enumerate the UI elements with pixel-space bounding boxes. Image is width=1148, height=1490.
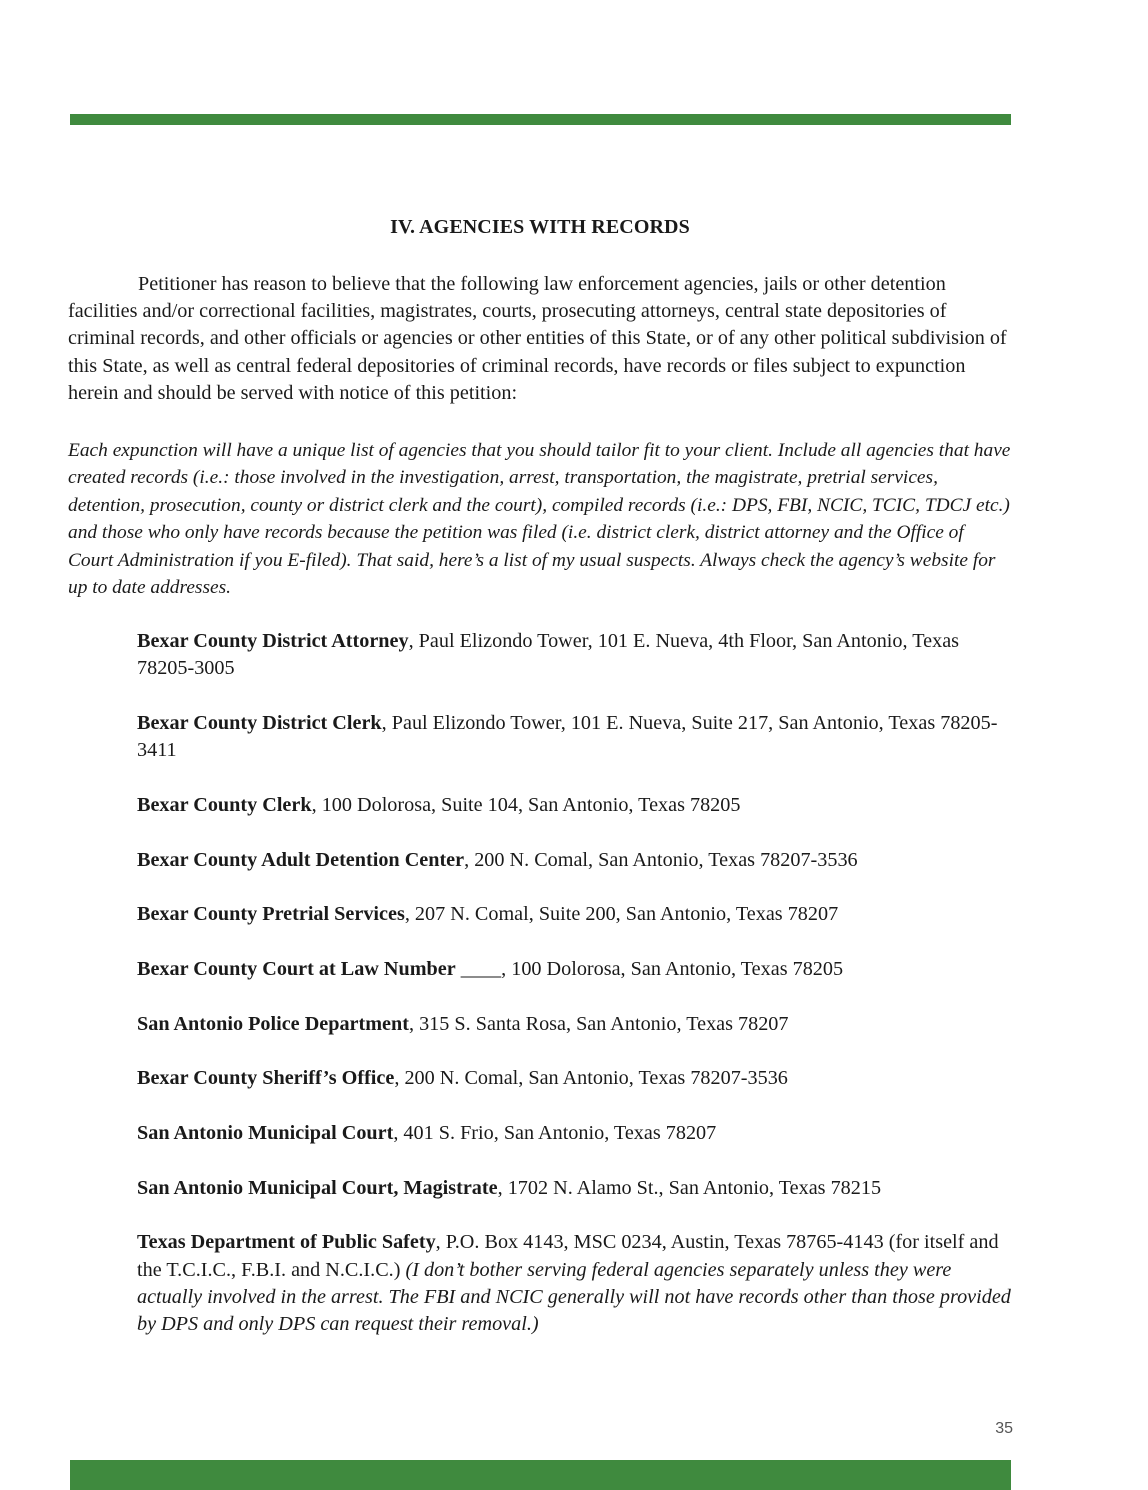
agency-address: , 200 N. Comal, San Antonio, Texas 78207-3536 (394, 1067, 788, 1090)
agency-address: , 315 S. Santa Rosa, San Antonio, Texas 78207 (408, 1012, 789, 1035)
agency-address: , 401 S. Frio, San Antonio, Texas 78207 (393, 1122, 717, 1145)
section-heading: IV. AGENCIES WITH RECORDS (390, 216, 690, 238)
agency-name: Bexar County District Clerk (137, 711, 382, 734)
agency-item-bexar-sheriffs-office (137, 1065, 1013, 1092)
agency-item-bexar-district-clerk (137, 710, 1013, 765)
top-accent-bar (70, 114, 1011, 125)
agency-name: Bexar County Court at Law Number (137, 958, 456, 981)
agency-address: , Paul Elizondo Tower, 101 E. Nueva, Suite 217, San Antonio, Texas 78205-3411 (137, 711, 998, 762)
agency-address: , 200 N. Comal, San Antonio, Texas 78207-3536 (464, 848, 858, 871)
instruction-note: Each expunction will have a unique list of agencies that you should tailor fit to your client. Include all agencies that have created records (i.e.: those involved in the investigation, arrest, transportation, the magistrate, pretrial services, detention, prosecution, county or district clerk and the court), compiled records (i.e.: DPS, FBI, NCIC, TCIC, TDCJ etc.) and those who only have records because the petition was filed (i.e. district clerk, district attorney and the Office of Court Administration if you E-filed). That said, here’s a list of my usual suspects. Always check the agency’s website for up to date addresses. (68, 440, 1011, 599)
agency-item-bexar-court-at-law (137, 956, 1013, 983)
agency-address: , Paul Elizondo Tower, 101 E. Nueva, 4th Floor, San Antonio, Texas 78205-3005 (137, 630, 960, 680)
bottom-accent-bar (70, 1460, 1011, 1490)
agency-name: Texas Department of Public Safety (137, 1231, 436, 1254)
agency-item-sa-municipal-court (137, 1120, 1013, 1147)
agency-name: San Antonio Municipal Court (137, 1122, 394, 1145)
agency-item-bexar-county-clerk (137, 792, 1013, 819)
agency-name: Bexar County Clerk (137, 793, 312, 816)
agency-item-sa-police-department (137, 1011, 1013, 1038)
agency-item-bexar-district-attorney (137, 628, 1013, 683)
agency-name: Bexar County Pretrial Services (137, 903, 405, 926)
agency-remark: (I don’t bother serving federal agencies separately unless they were actually involved in the arrest. The FBI and NCIC generally will not have records other than those provided by DPS and only DPS can request their removal.) (137, 1258, 1011, 1336)
agency-address: , 100 Dolorosa, Suite 104, San Antonio, Texas 78205 (311, 793, 741, 816)
agency-address: , 207 N. Comal, Suite 200, San Antonio, Texas 78207 (404, 903, 839, 926)
agency-name: San Antonio Police Department (137, 1012, 409, 1035)
agency-address: , 1702 N. Alamo St., San Antonio, Texas 78215 (497, 1176, 882, 1199)
agency-name: Bexar County District Attorney (137, 630, 409, 652)
agency-name: San Antonio Municipal Court, Magistrate (137, 1176, 498, 1199)
page-number: 35 (995, 1420, 1013, 1437)
intro-paragraph: Petitioner has reason to believe that the following law enforcement agencies, jails or other detention facilities and/or correctional facilities, magistrates, courts, prosecuting attorneys, central state depositories of criminal records, and other officials or agencies or other entities of this State, or of any other political subdivision of this State, as well as central federal depositories of criminal records, have records or files subject to expunction herein and should be served with notice of this petition: (68, 273, 1007, 404)
agency-item-sa-municipal-court-magistrate (137, 1175, 1013, 1202)
agency-address: , P.O. Box 4143, MSC 0234, Austin, Texas 78765-4143 (for itself and the T.C.I.C., F.B.I. and N.C.I.C.) (137, 1231, 999, 1281)
agency-item-texas-dps (137, 1229, 1013, 1338)
agency-item-bexar-pretrial-services (137, 901, 1013, 928)
agency-list (137, 628, 1013, 1366)
agency-name: Bexar County Sheriff’s Office (137, 1067, 395, 1090)
agency-address: ____, 100 Dolorosa, San Antonio, Texas 78205 (455, 958, 844, 981)
agency-item-bexar-adult-detention-center (137, 847, 1013, 874)
agency-name: Bexar County Adult Detention Center (137, 848, 465, 871)
